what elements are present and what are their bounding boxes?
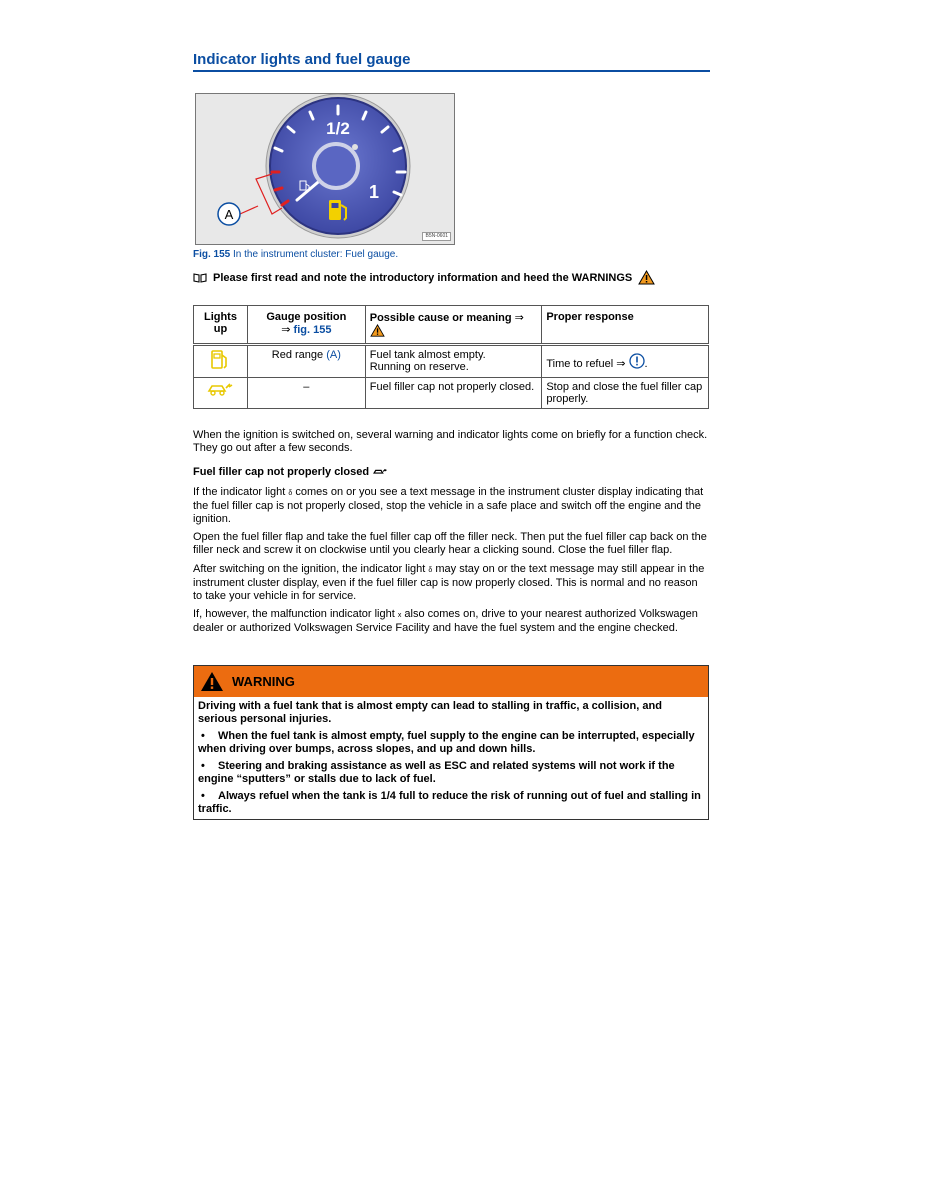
response-text: Time to refuel [546,358,614,370]
intro-note [193,270,655,285]
malfunction-symbol: x [397,612,402,619]
header-cause: Possible cause or meaning ⇒ [365,306,542,345]
header-cause-label: Possible cause or meaning [369,312,512,324]
table-row [194,345,709,378]
row-gauge-cell [247,345,365,378]
figure-caption-number: Fig. 155 [193,249,231,260]
cause-line: Running on reserve. [369,361,469,373]
row-response-cell: Stop and close the fuel filler cap properly. [542,378,709,409]
warning-box [193,665,709,820]
header-lights-up: Lights up [194,306,248,345]
gauge-full-label: 1 [368,182,380,202]
warning-bullet: • When the fuel tank is almost empty, fuel supply to the engine can be interrupted, especially when driving over bumps, across slopes, and up and down hills. [198,730,704,756]
header-gauge-position-label: Gauge position [266,311,347,323]
figure-caption-text: In the instrument cluster: Fuel gauge. [233,249,399,260]
callout-a-label: A [224,207,234,222]
fuel-gauge-illustration [196,94,454,244]
header-response: Proper response [542,306,709,345]
fuel-pump-icon [210,349,230,371]
fuel-gauge-figure [195,93,455,245]
paragraph-open-flap: Open the fuel filler flap and take the fuel filler cap off the filler neck. Then put the fuel filler cap back on the filler neck and screw it on clockwise until you clearly hear a clicking sound. Close the fuel filler flap. [193,531,707,556]
row-response-cell: Time to refuel ⇒ . [542,345,709,378]
warning-header [194,666,708,697]
row-indicator-cell [194,378,248,409]
header-gauge-position: Gauge position ⇒ fig. 155 [247,306,365,345]
row-indicator-cell [194,345,248,378]
intro-note-text: Please first read and note the introductory information and heed the WARNINGS [213,271,633,284]
table-header-row [194,306,709,345]
paragraph-indicator-light: If the indicator light δ comes on or you see a text message in the instrument cluster display indicating that the fuel filler cap is not properly closed, stop the vehicle in a safe place and switch off the engine and the ignition. [193,486,704,525]
cause-line: Fuel tank almost empty. [369,349,486,361]
subheading-text: Fuel filler cap not properly closed [193,466,370,478]
warning-intro: Driving with a fuel tank that is almost empty can lead to stalling in traffic, a collision, and serious personal injuries. [198,700,662,725]
function-check-paragraph: When the ignition is switched on, several warning and indicator lights come on briefly for a function check. They go out after a few seconds. [193,429,708,454]
page-title: Indicator lights and fuel gauge [193,51,710,72]
paragraph-after-ignition: After switching on the ignition, the indicator light δ may stay on or the text message may still appear in the instrument cluster display, even if the fuel filler cap is now properly closed. This is normal and no reason to take your vehicle in for service. [193,563,705,602]
gauge-hub [314,144,358,188]
fuel-cap-icon [373,467,387,477]
warning-bullet: • Steering and braking assistance as well as ESC and related systems will not work if the engine “sputters” or stalls due to lack of fuel. [198,760,704,786]
figure-code: B5N-0601 [422,232,451,241]
warning-triangle-icon [200,671,224,692]
row-gauge-cell: – [247,378,365,409]
row-cause-cell: Fuel filler cap not properly closed. [365,378,542,409]
indicator-table [193,305,709,409]
warning-triangle-icon [638,270,655,285]
header-gauge-ref-link[interactable]: fig. 155 [293,324,332,336]
book-icon [193,273,207,283]
gauge-half-label: 1/2 [326,119,350,138]
paragraph-malfunction: If, however, the malfunction indicator light x also comes on, drive to your nearest authorized Volkswagen dealer or authorized Volkswagen Service Facility and have the fuel system and the engine checked. [193,608,698,634]
figure-caption [193,249,398,260]
fuel-cap-icon [207,381,233,397]
fuel-cap-symbol: δ [288,490,293,497]
fuel-cap-symbol: δ [428,567,433,574]
warning-triangle-icon [370,324,385,337]
warning-bullet: • Always refuel when the tank is 1/4 full to reduce the risk of running out of fuel and stalling in traffic. [198,790,704,816]
table-row [194,378,709,409]
notice-circle-icon [629,353,645,369]
warning-label: WARNING [232,674,295,689]
warning-body [194,697,708,819]
gauge-ref-link[interactable]: (A) [326,349,341,361]
gauge-position-text: Red range [271,349,324,361]
row-cause-cell [365,345,542,378]
fuel-cap-subheading [193,466,387,478]
